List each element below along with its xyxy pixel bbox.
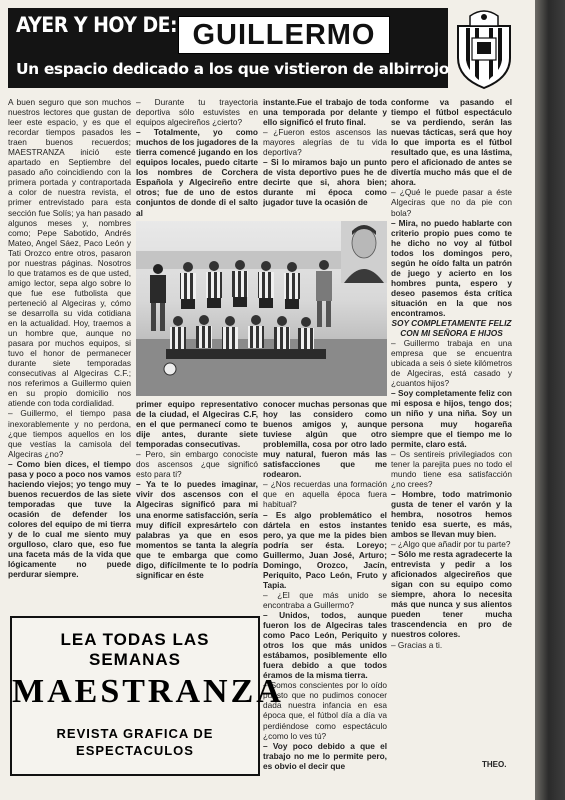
section-tagline: Un espacio dedicado a los que vistieron de albirrojo: [16, 60, 450, 78]
player-name-box: [178, 16, 390, 54]
article-paragraph: – Es algo problemático el dártela en estos instantes pero, ya que me la pides bien podría ser ésta. Loreyo; Guillermo, Juan José, Arturo; Domingo, Orozco, Jacín, Periquito, Paco León, Fruto y Tapia.: [263, 509, 387, 590]
advert-brand: MAESTRANZA: [12, 673, 284, 710]
article-paragraph: – Os sentireis privilegiados con tener la parejita pues no todo el mundo tiene esa satisfacción ¿no crees?: [391, 448, 512, 489]
article-paragraph: – Ya te lo puedes imaginar, vivir dos ascensos con el Algeciras significó para mi una enorme satisfacción, sería muy difícil expresártelo con palabras ya que en esos momentos se tanta la alegría que te embarga que como digo, difícilmente te lo podría significar en éste: [136, 479, 258, 580]
article-paragraph: – ¿El que más unido se encontraba a Guillermo?: [263, 589, 387, 610]
article-paragraph: – Mira, no puedo hablarte con criterio propio pues como te he dicho no voy al fútbol todos los domingos pero, según he oído falta un patrón de juego y acierto en los hombres punta, espero y deseo pasemos ésta crítica situación en la que nos encontramos.: [391, 217, 512, 318]
article-paragraph: – Guillermo, el tiempo pasa inexorablemente y no perdona, ¿que tiempos aquellos en los que vestías la camisola del Algeciras ¿no?: [8, 408, 131, 459]
article-paragraph: – Pero, sin embargo conociste dos ascensos ¿que significó esto para ti?: [136, 449, 258, 480]
page-edge-shadow: [535, 0, 565, 800]
team-photo: [136, 221, 387, 396]
article-paragraph: – Soy completamente feliz con mi esposa e hijos, tengo dos; un niño y una niña. Soy un persona muy hogareña siempre que el tiempo me lo permite, claro está.: [391, 388, 512, 449]
article-paragraph: – Sólo me resta agradecerte la entrevista y pedir a los aficionados algecireños que sigan con su equipo como siempre, ahora lo necesita más que nunca y sus alientos pueden tener mucha trascendencia en pro de nuestros colores.: [391, 549, 512, 640]
article-paragraph: – Hombre, todo matrimonio gusta de tener el varón y la hembra, nosotros hemos tenido esa suerte, es más, ambos se llevan muy bien.: [391, 488, 512, 540]
article-paragraph: – Si lo miramos bajo un punto de vista deportivo pues he de decirte que si, ahora bien; durante mi época como jugador tuve la ocasión de: [263, 157, 387, 208]
maestranza-advert: [10, 616, 284, 776]
article-paragraph: – ¿Fueron estos ascensos las mayores alegrías de tu vida deportiva?: [263, 127, 387, 158]
author-signature: THEO.: [482, 760, 507, 769]
article-paragraph: A buen seguro que son muchos nuestros lectores que gustan de leer este espacio, y es que el recordar tiempos pasados les traen buenos recuerdos; MAESTRANZA inició este apartado en Septiembre del pasado año coincidiendo con la primera portada y contraportada a color de nuestra revista, el primer entrevistado para esta sección fue Solís; ya han pasado algunos meses y, nombres como; Pepe Sabotido, Andrés Mateo, Angel Sáez, Paco León y Tati Orozco entre otros, pasaron por nuestras páginas. Nosotros lo que tratamos es de que usted, amigo lector, sepa algo sobre lo que fue ese futbolista que perteneció al Algeciras y, cómo se desarrolla su vida cotidiana en la actualidad. Hoy, traemos a un hombre que, aunque no pasara por muchos equipos, si tuvo el honor de permanecer durante siete temporadas consecutivas al Algeciras C.F.; nos referimos a Guillermo quien en su propio domicilio nos atiende con toda cordialidad.: [8, 97, 131, 409]
article-paragraph: – Gracias a ti.: [391, 639, 443, 650]
article-column-5: [136, 399, 258, 609]
article-paragraph: – ¿Algo que añadir por tu parte?: [391, 539, 511, 550]
article-column-3: [263, 97, 387, 219]
advert-line-2: SEMANAS: [88, 650, 181, 669]
article-paragraph: conocer muchas personas que hoy las considero como buenos amigos y, aunque tuviese algún que otro problemilla, cosa por otro lado muy natural, fueron más las satisfacciones que me rodearon.: [263, 399, 387, 480]
article-column-4: [391, 97, 512, 773]
article-column-1: [8, 97, 131, 609]
article-column-6: [263, 399, 387, 775]
article-paragraph: – Totalmente, yo como muchos de los jugadores de la tierra comencé jugando en los equipos locales, puedo citarte los nombres de Corchera Española y Algecireño entre otros; fue de uno de estos conjuntos de donde di el salto al: [136, 127, 258, 218]
article-paragraph: – ¿Nos recuerdas una formación que en aquella época fuera habitual?: [263, 479, 387, 510]
advert-line-1: LEA TODAS LAS: [60, 630, 210, 649]
article-paragraph: – Somos conscientes por lo oído puesto que no pudimos conocer dada nuestra infancia en esa época que, el fútbol día a día va perdiéndose como espectáculo ¿como lo ves tú?: [263, 680, 387, 741]
article-paragraph: instante.Fue el trabajo de toda una temporada por delante y ello significó el fruto final.: [263, 97, 387, 128]
article-paragraph: – Durante tu trayectoria deportiva sólo estuvistes en equipos algecireños ¿cierto?: [136, 97, 258, 128]
article-paragraph: – ¿Qué le puede pasar a éste Algeciras que no da pie con bola?: [391, 187, 512, 218]
article-paragraph: – Guillermo trabaja en una empresa que se encuentra ubicada a seis ó siete kilómetros de Algeciras, está casado y ¿cuantos hijos?: [391, 338, 512, 389]
article-paragraph: primer equipo representativo de la ciudad, el Algeciras C.F, en el que permanecí como te dije antes, durante siete temporadas consecutivas.: [136, 399, 258, 450]
player-name: GUILLERMO: [192, 18, 376, 51]
section-kicker: AYER Y HOY DE:: [16, 13, 178, 37]
article-paragraph: – Voy poco debido a que el trabajo no me lo permite pero, es obvio el decir que: [263, 740, 387, 771]
article-paragraph: – Como bien dices, el tiempo pasa y poco a poco nos vamos haciendo viejos; yo tengo muy buenos recuerdos de las siete temporadas que tuve la ocasión de defender los colores del equipo de mi tierra y de lo cual me siento muy orgulloso, claro que, eso fue una faceta más de la vida que lógicamente no puede perdurar siempre.: [8, 458, 131, 580]
article-subheading: SOY COMPLETAMENTE FELIZ CON MI SEÑORA E HIJOS: [391, 318, 512, 339]
club-crest-icon: [448, 8, 520, 92]
article-paragraph: – Unidos, todos, aunque fueron los de Algeciras tales como Paco León, Periquito y otros los que más unidos estábamos, posiblemente ello fuera debido a que todos éramos de la misma tierra.: [263, 609, 387, 681]
advert-line-3: REVISTA GRAFICA DE: [56, 726, 214, 741]
article-paragraph: conforme va pasando el tiempo el fútbol espectáculo se va perdiendo, serán las nuevas tácticas, será que hoy lo que importa es el fútbol resultado que, es una lástima, pero el aficionado de antes se divertía mucho más que el de ahora.: [391, 97, 512, 188]
article-column-2: [136, 97, 258, 219]
advert-line-4: ESPECTACULOS: [76, 743, 194, 758]
